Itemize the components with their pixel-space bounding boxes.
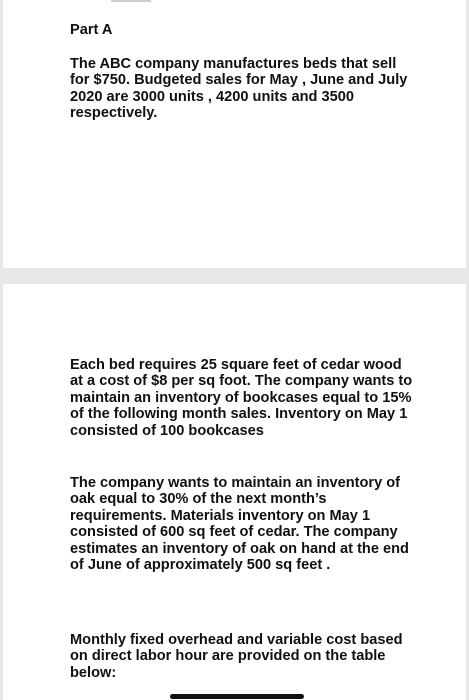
part-a-paragraph: The ABC company manufactures beds that sell for $750. Budgeted sales for May , June and July 2020 are 3000 units , 4200 units and 3500 respectively. (70, 56, 408, 122)
part-a-card (3, 0, 466, 268)
top-divider-mark (111, 0, 151, 2)
oak-inventory-paragraph: The company wants to maintain an inventory of oak equal to 30% of the next month’s requirements. Materials inventory on May 1 consisted of 600 sq feet of cedar. The company estimates an inventory of oak on hand at the end of June of approximately 500 sq feet . (70, 475, 409, 574)
overhead-paragraph: Monthly fixed overhead and variable cost based on direct labor hour are provided on the table below: (70, 632, 403, 681)
part-b-card (3, 284, 466, 700)
bed-requirements-paragraph: Each bed requires 25 square feet of cedar wood at a cost of $8 per sq foot. The company wants to maintain an inventory of bookcases equal to 15% of the following month sales. Inventory on May 1 consisted of 100 bookcases (70, 357, 413, 439)
part-a-heading: Part A (70, 22, 113, 38)
home-indicator-bar[interactable] (170, 694, 304, 699)
